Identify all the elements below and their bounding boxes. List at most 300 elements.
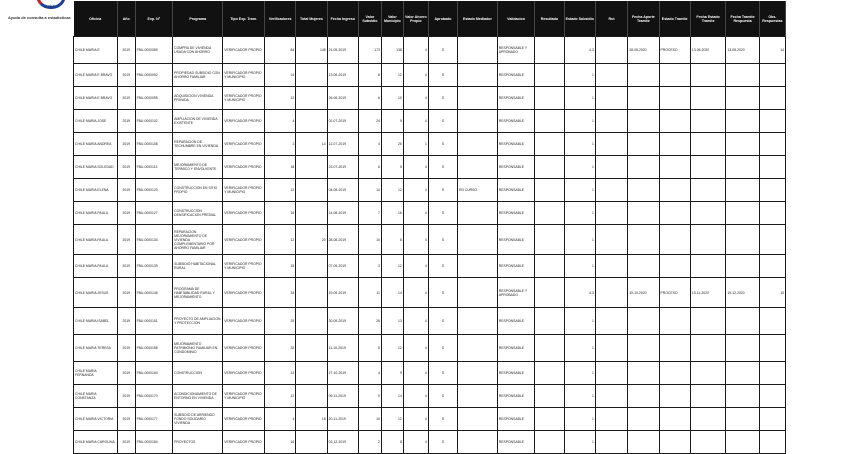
table-cell: 4 [403,431,428,454]
table-cell [759,202,785,225]
table-cell: 12-07-2019 [327,133,358,156]
table-row[interactable] [74,87,786,110]
column-header[interactable]: Aprobado [428,1,457,37]
table-cell: 1 [403,133,428,156]
table-cell: S [428,278,457,308]
table-cell [296,335,327,362]
table-cell [659,202,690,225]
table-cell: 4.3 [564,37,595,64]
table-cell: 02-12-2019 [327,431,358,454]
table-cell: 26 [381,133,403,156]
column-header[interactable]: Fecha Ingreso [327,1,358,37]
table-cell [759,179,785,202]
table-cell: VERIFICADOR PROPIO [223,431,265,454]
table-cell [759,385,785,408]
table-cell: VERIFICADOR PROPIO [223,37,265,64]
table-cell: 14 [265,64,296,87]
table-cell: ADQUISICION VIVIENDA PRIVADA [173,87,223,110]
table-cell: FBU-0000120 [135,179,173,202]
table-cell [535,362,564,385]
table-cell: FBU-0000151 [135,308,173,335]
table-row[interactable] [74,362,786,385]
table-row[interactable] [74,255,786,278]
table-cell: 2019 [117,408,135,431]
table-cell: 09-11-2019 [327,385,358,408]
column-header[interactable]: Estado Subsidio [564,1,595,37]
logo-tagline: Ayuda de consulta a estadisticas [8,15,71,20]
table-cell: 1 [564,308,595,335]
table-cell: VERIFICADOR PROPIO [223,408,265,431]
table-cell: S [428,37,457,64]
table-cell [690,110,725,133]
column-header[interactable]: Obs. Respuestas [759,1,785,37]
table-cell: 2 [265,133,296,156]
table-cell: 12 [381,255,403,278]
table-cell: VERIFICADOR PROPIO [223,278,265,308]
table-cell: VERIFICADOR PROPIO Y MUNICIPIO [223,385,265,408]
table-cell: AMPLIACION DE VIVIENDA EXISTENTE [173,110,223,133]
table-cell [726,64,759,87]
table-cell: 23-07-2019 [327,156,358,179]
table-cell: VERIFICADOR PROPIO Y MUNICIPIO [223,179,265,202]
table-row[interactable] [74,64,786,87]
table-cell: FBU-0000139 [135,255,173,278]
column-header[interactable]: Tipo Exp. Tram. [223,1,265,37]
table-cell: 02-07-2019 [327,110,358,133]
table-cell [535,133,564,156]
table-cell [690,255,725,278]
table-cell: 12 [381,64,403,87]
table-cell: CHILE MARIA E BRAVO [74,64,118,87]
table-cell [690,133,725,156]
table-cell [535,179,564,202]
table-cell [296,64,327,87]
table-row[interactable] [74,335,786,362]
column-header[interactable]: Validacion [497,1,535,37]
table-cell: 1 [564,335,595,362]
table-cell [595,255,627,278]
table-cell: S [428,64,457,87]
table-cell [628,87,659,110]
table-cell: VERIFICADOR PROPIO [223,308,265,335]
column-header[interactable]: Total Mujeres [296,1,327,37]
table-cell: 19-10-2020 [628,278,659,308]
table-cell: VERIFICADOR PROPIO [223,133,265,156]
table-cell [535,308,564,335]
table-cell [296,87,327,110]
table-cell: 24 [358,110,381,133]
records-sheet [73,1,786,448]
table-row[interactable] [74,179,786,202]
table-cell: 11 [358,278,381,308]
column-header[interactable]: Exp. N° [135,1,173,37]
column-header[interactable]: Valor Municipio [381,1,403,37]
table-header-row [74,1,786,37]
table-cell: 4 [358,133,381,156]
table-cell [535,87,564,110]
table-cell: S [428,362,457,385]
table-cell [535,278,564,308]
table-cell: FBU-0000102 [135,110,173,133]
table-cell: 34 [265,278,296,308]
table-cell: 148 [296,37,327,64]
table-cell [628,308,659,335]
table-cell: 10 [358,408,381,431]
table-cell: 4 [403,156,428,179]
column-header[interactable]: Rut [595,1,627,37]
table-cell [659,385,690,408]
table-cell: 19-09-2019 [327,278,358,308]
table-cell: 28-05-2020 [628,37,659,64]
table-cell [726,362,759,385]
table-cell: 8 [358,64,381,87]
table-cell [759,362,785,385]
table-cell [759,225,785,255]
table-cell: ACONDICIONAMIENTO DE ENTORNO EN VIVIENDA [173,385,223,408]
table-cell: 1 [564,202,595,225]
table-cell: 12 [265,179,296,202]
table-cell: 1 [564,110,595,133]
table-cell [458,255,498,278]
table-row[interactable] [74,408,786,431]
table-cell [659,110,690,133]
table-cell: SUBSIDIO HABITACIONAL RURAL [173,255,223,278]
table-cell: RESPONSABLE [497,87,535,110]
table-cell [535,335,564,362]
table-cell: SUBSIDIO DE ARRIENDO FONDO SOLIDARIO VIVIENDA [173,408,223,431]
table-cell: RESPONSABLE [497,362,535,385]
table-cell: FBU-0000108 [135,133,173,156]
table-cell: S [428,202,457,225]
table-cell: 2019 [117,255,135,278]
table-cell: 2019 [117,110,135,133]
table-cell: 3 [358,255,381,278]
table-cell [690,156,725,179]
table-cell [595,385,627,408]
table-row[interactable] [74,156,786,179]
table-cell [458,385,498,408]
table-cell: PROCESO [659,278,690,308]
table-cell: 13-06-2019 [327,64,358,87]
table-cell [296,308,327,335]
table-cell [595,278,627,308]
table-cell [628,64,659,87]
table-cell [595,87,627,110]
table-cell: 4 [403,408,428,431]
table-cell: CONSTRUCCION [173,362,223,385]
table-cell: REPARACION DE TECHUMBRE EN VIVIENDA [173,133,223,156]
table-cell [296,179,327,202]
table-cell: CHILE MARIA ISABEL [74,308,118,335]
table-cell: 4 [358,362,381,385]
table-cell: 1 [564,64,595,87]
table-cell: 13 [381,308,403,335]
table-cell: FBU-0000177 [135,408,173,431]
table-cell: 18 [296,408,327,431]
table-cell: FBU-0000146 [135,278,173,308]
table-cell: RESPONSABLE [497,335,535,362]
table-cell: 16 [265,202,296,225]
table-cell: RESPONSABLE [497,225,535,255]
table-cell: RESPONSABLE [497,255,535,278]
table-cell: 4 [403,87,428,110]
table-cell: RESPONSABLE [497,110,535,133]
table-cell: 12 [381,179,403,202]
table-cell: S [428,385,457,408]
table-cell [759,156,785,179]
table-cell: 84 [265,37,296,64]
table-row[interactable] [74,385,786,408]
table-cell: S [428,431,457,454]
table-cell: S [428,308,457,335]
table-cell: PROPIEDAD SUBSIDIO CON AHORRO FAMILIAR [173,64,223,87]
table-cell [296,202,327,225]
table-cell: 4 [403,64,428,87]
table-cell [595,133,627,156]
table-cell: 16 [265,431,296,454]
table-cell [659,179,690,202]
table-cell [659,133,690,156]
table-cell: CHILE MARIA CAROLINA [74,431,118,454]
table-cell: 26 [358,308,381,335]
table-cell: PROYECTO DE AMPLIACION Y PROTECCION [173,308,223,335]
table-cell: RESPONSABLE [497,156,535,179]
table-cell [595,179,627,202]
table-cell: 2019 [117,225,135,255]
table-cell: 14 [759,37,785,64]
table-cell: 4 [403,255,428,278]
table-cell [458,202,498,225]
table-cell: S [428,408,457,431]
table-cell: 4 [403,179,428,202]
table-cell: 2 [358,431,381,454]
table-cell: RESPONSABLE Y APROBADO [497,278,535,308]
table-cell [296,255,327,278]
table-cell [535,37,564,64]
table-cell [759,133,785,156]
column-header[interactable]: Fecha Estado Tramite [690,1,725,37]
table-cell [458,362,498,385]
column-header[interactable]: Resultado [535,1,564,37]
table-cell: 5 [381,156,403,179]
table-cell [296,278,327,308]
table-cell [535,225,564,255]
table-cell: 2019 [117,431,135,454]
table-cell: S [428,156,457,179]
table-cell: CHILE MARIA ELENA [74,179,118,202]
table-cell: 4 [403,225,428,255]
table-cell [458,37,498,64]
table-cell: 12 [381,335,403,362]
column-header[interactable]: Año [117,1,135,37]
table-cell: 4 [403,362,428,385]
table-row[interactable] [74,202,786,225]
table-cell [659,431,690,454]
table-cell [535,408,564,431]
table-cell: 14 [296,133,327,156]
table-cell: 19-11-2020 [690,278,725,308]
table-cell: RESPONSABLE [497,133,535,156]
table-cell [296,156,327,179]
table-cell [690,87,725,110]
table-cell: 30-09-2019 [327,308,358,335]
table-cell: FBU-0000170 [135,385,173,408]
table-cell: 2019 [117,335,135,362]
table-cell [595,37,627,64]
table-cell: 12 [381,408,403,431]
table-cell [690,308,725,335]
table-cell: RESPONSABLE [497,179,535,202]
table-cell: 12 [265,225,296,255]
table-cell: 2019 [117,278,135,308]
column-header[interactable]: Fecha Aporte Tramite [628,1,659,37]
table-cell [726,255,759,278]
table-cell: 21-05-2019 [327,37,358,64]
table-cell: 29 [265,308,296,335]
table-cell [690,179,725,202]
table-cell [628,362,659,385]
table-cell: VERIFICADOR PROPIO [223,225,265,255]
table-cell: CHILE MARIA E [74,37,118,64]
table-cell: 8 [381,431,403,454]
logo-subtitle: Trabajo [44,3,58,8]
table-cell: 1 [564,408,595,431]
table-cell: 9 [358,385,381,408]
table-cell [458,133,498,156]
table-cell: 13-06-2020 [690,37,725,64]
table-cell: 2019 [117,133,135,156]
table-cell: S [428,225,457,255]
table-cell: VERIFICADOR PROPIO Y MUNICIPIO [223,255,265,278]
column-header[interactable]: Valor Subsidio [358,1,381,37]
table-cell: VERIFICADOR PROPIO [223,156,265,179]
table-cell: S [428,179,457,202]
table-row[interactable] [74,37,786,64]
table-cell: FBU-0000134 [135,225,173,255]
table-cell: S [428,110,457,133]
table-cell [296,431,327,454]
table-cell [595,431,627,454]
table-cell: 10 [381,87,403,110]
column-header[interactable]: Programa [173,1,223,37]
table-cell: 2019 [117,37,135,64]
table-cell [628,255,659,278]
table-cell: RESPONSABLE [497,431,535,454]
table-cell [458,156,498,179]
table-cell: 28-08-2019 [327,225,358,255]
table-row[interactable] [74,308,786,335]
table-row[interactable] [74,278,786,308]
table-cell [595,156,627,179]
table-cell [759,308,785,335]
table-cell: 1 [564,225,595,255]
table-cell: CHILE MARIA PAULA [74,225,118,255]
table-cell: 26-06-2019 [327,87,358,110]
table-cell: 14 [381,278,403,308]
table-cell [595,202,627,225]
table-cell: 20-11-2019 [327,408,358,431]
table-cell: 13 [265,362,296,385]
table-cell [595,362,627,385]
table-cell: 6 [358,156,381,179]
table-row[interactable] [74,225,786,255]
column-header[interactable]: Estado Mediador [458,1,498,37]
table-cell: 173 [358,37,381,64]
table-cell: RESPONSABLE [497,64,535,87]
table-cell: COMPRA DE VIVIENDA USADA CON AHORRO [173,37,223,64]
table-cell: 14 [358,179,381,202]
column-header[interactable]: Verificadores [265,1,296,37]
table-cell [628,156,659,179]
table-row[interactable] [74,133,786,156]
table-cell [726,308,759,335]
table-cell: 27-10-2019 [327,362,358,385]
table-cell [458,278,498,308]
table-cell: FBU-0000163 [135,362,173,385]
table-cell [726,335,759,362]
table-cell: VERIFICADOR PROPIO [223,362,265,385]
table-cell [726,179,759,202]
table-cell: 8 [381,225,403,255]
table-cell: FBU-0000095 [135,87,173,110]
table-cell: 2019 [117,156,135,179]
table-cell: REPARACION MEJORAMIENTO DE VIVIENDA COMPLEMENTARIO POR AHORRO FAMILIAR [173,225,223,255]
table-cell [628,335,659,362]
column-header[interactable]: Estado Tramite [659,1,690,37]
records-table [73,1,786,454]
table-cell [458,308,498,335]
table-cell [759,335,785,362]
table-cell [659,408,690,431]
table-cell [535,385,564,408]
table-cell [726,431,759,454]
table-cell: 10 [358,225,381,255]
table-cell: FBU-0000113 [135,156,173,179]
table-cell [535,255,564,278]
table-cell: CONSTRUCCION DENSIFICACION PREDIAL [173,202,223,225]
column-header[interactable]: Valor Ahorro Propio [403,1,428,37]
column-header[interactable]: Oficina [74,1,118,37]
table-row[interactable] [74,110,786,133]
column-header[interactable]: Fecha Tramite Respuesta [726,1,759,37]
table-cell: 12 [265,87,296,110]
table-cell: PROYECTOS [173,431,223,454]
table-cell: CHILE MARIA ANDREA [74,133,118,156]
table-cell: 11-10-2019 [327,335,358,362]
table-cell: CHILE MARIA JOSE [74,110,118,133]
table-cell: 4 [403,335,428,362]
table-cell: 2019 [117,308,135,335]
table-cell: CHILE MARIA VICTORIA [74,408,118,431]
table-cell: 32 [265,335,296,362]
table-cell [726,225,759,255]
table-cell: 4 [403,308,428,335]
table-cell [535,64,564,87]
table-cell: VERIFICADOR PROPIO [223,335,265,362]
table-cell: EN CURSO [458,179,498,202]
table-cell: CHILE MARIA E BRAVO [74,87,118,110]
table-cell [296,362,327,385]
table-cell [690,431,725,454]
table-cell: 2019 [117,362,135,385]
table-cell: VERIFICADOR PROPIO Y MUNICIPIO [223,64,265,87]
table-cell: S [428,87,457,110]
table-cell [458,64,498,87]
table-cell: RESPONSABLE [497,408,535,431]
table-cell [726,110,759,133]
table-row[interactable] [74,431,786,454]
table-cell [759,64,785,87]
